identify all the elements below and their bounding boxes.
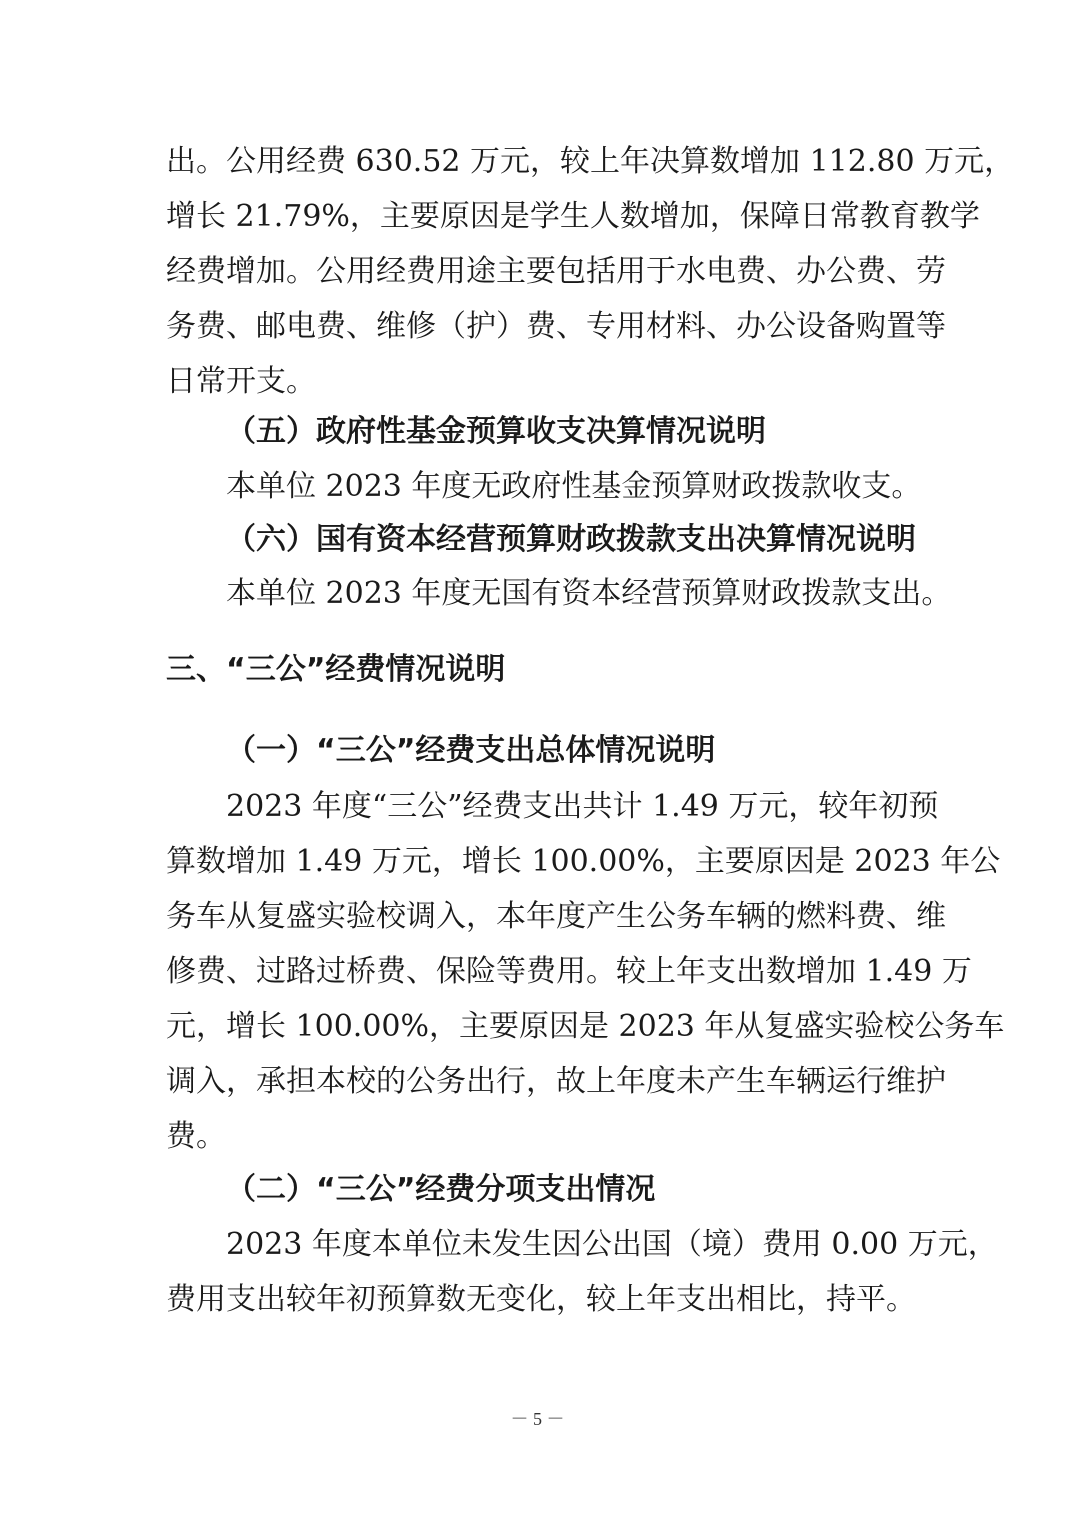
paragraph-line: 费。 bbox=[166, 1119, 226, 1154]
subsection-one-heading: （一）“三公”经费支出总体情况说明 bbox=[226, 733, 716, 768]
section-six-text: 本单位 2023 年度无国有资本经营预算财政拨款支出。 bbox=[226, 576, 952, 611]
subsection-two-heading: （二）“三公”经费分项支出情况 bbox=[226, 1172, 656, 1207]
paragraph-line: 调入，承担本校的公务出行，故上年度未产生车辆运行维护 bbox=[166, 1064, 946, 1099]
section-six-heading: （六）国有资本经营预算财政拨款支出决算情况说明 bbox=[226, 522, 916, 557]
section-five-heading: （五）政府性基金预算收支决算情况说明 bbox=[226, 414, 766, 449]
paragraph-line: 修费、过路过桥费、保险等费用。较上年支出数增加 1.49 万 bbox=[166, 954, 972, 989]
paragraph-line: 2023 年度本单位未发生因公出国（境）费用 0.00 万元， bbox=[226, 1227, 998, 1262]
section-five-text: 本单位 2023 年度无政府性基金预算财政拨款收支。 bbox=[226, 469, 922, 504]
paragraph-line: 元，增长 100.00%，主要原因是 2023 年从复盛实验校公务车 bbox=[166, 1009, 1005, 1044]
paragraph-line: 算数增加 1.49 万元，增长 100.00%，主要原因是 2023 年公 bbox=[166, 844, 1001, 879]
paragraph-line: 务车从复盛实验校调入，本年度产生公务车辆的燃料费、维 bbox=[166, 899, 946, 934]
page-number: － 5 － bbox=[510, 1409, 565, 1429]
paragraph-line: 2023 年度“三公”经费支出共计 1.49 万元，较年初预 bbox=[226, 789, 939, 824]
paragraph-line: 日常开支。 bbox=[166, 364, 316, 399]
paragraph-line: 经费增加。公用经费用途主要包括用于水电费、办公费、劳 bbox=[166, 254, 946, 289]
paragraph-line: 费用支出较年初预算数无变化，较上年支出相比，持平。 bbox=[166, 1282, 916, 1317]
chapter-three-heading: 三、“三公”经费情况说明 bbox=[166, 652, 506, 687]
paragraph-line: 务费、邮电费、维修（护）费、专用材料、办公设备购置等 bbox=[166, 309, 946, 344]
paragraph-line: 增长 21.79%，主要原因是学生人数增加，保障日常教育教学 bbox=[166, 199, 980, 234]
paragraph-line: 出。公用经费 630.52 万元，较上年决算数增加 112.80 万元， bbox=[166, 144, 1015, 179]
